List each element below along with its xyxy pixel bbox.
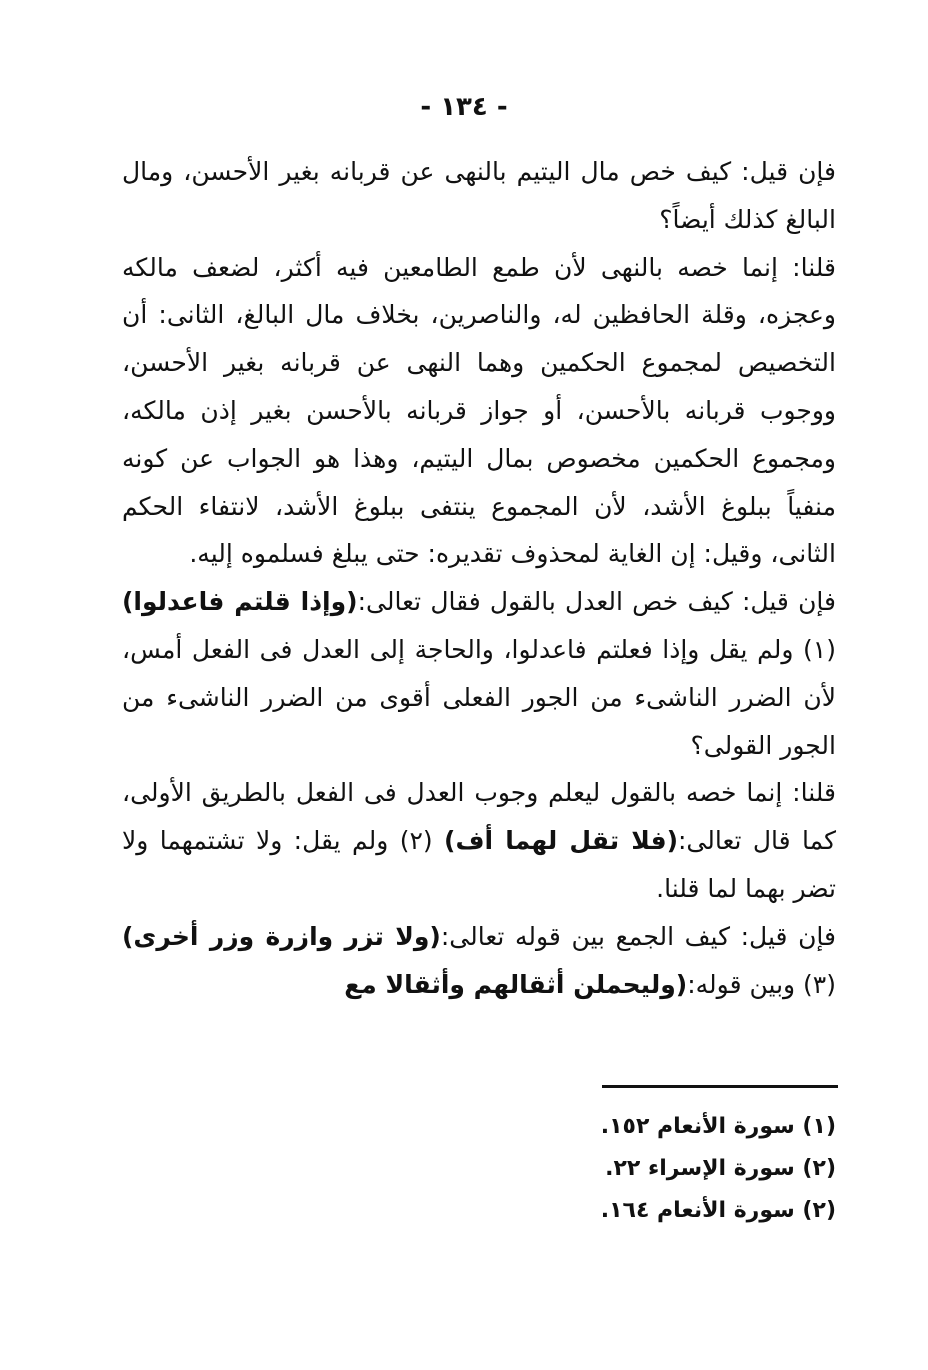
quran-verse: (وإذا قلتم فاعدلوا) [122, 587, 358, 617]
body-text [122, 148, 836, 1008]
paragraph-answer-2 [122, 769, 836, 912]
footnote-3: (٢) سورة الأنعام ١٦٤. [600, 1198, 836, 1223]
paragraph-question-3 [122, 913, 836, 1009]
question-2-text-b: (١) ولم يقل وإذا فعلتم فاعدلوا، والحاجة إلى العدل فى الفعل أمس، لأن الضرر الناشىء من الجور الفعلى أقوى من الضرر الناشىء من الجور القولى؟ [122, 634, 836, 760]
quran-verse: (ولا تزر وازرة وزر أخرى) [122, 921, 441, 951]
page-number: - ١٣٤ - [420, 92, 508, 122]
paragraph-answer-1: قلنا: إنما خصه بالنهى لأن طمع الطامعين فيه أكثر، لضعف مالكه وعجزه، وقلة الحافظين له، والناصرين، بخلاف مال البالغ، الثانى: أن التخصيص لمجموع الحكمين وهما النهى عن قربانه بغير الأحسن، ووجوب قربانه بالأحسن، أو جواز قربانه بالأحسن بغير إذن مالكه، ومجموع الحكمين مخصوص بمال اليتيم، وهذا هو الجواب عن كونه منفياً ببلوغ الأشد، لأن المجموع ينتفى ببلوغ الأشد، لانتفاء الحكم الثانى، وقيل: إن الغاية لمحذوف تقديره: حتى يبلغ فسلموه إليه. [122, 252, 836, 569]
footnote-divider [602, 1085, 838, 1088]
paragraph-question-2 [122, 578, 836, 769]
answer-2-text-a: قلنا: إنما خصه بالقول ليعلم وجوب العدل فى الفعل بالطريق الأولى، كما قال تعالى: [122, 778, 836, 856]
quran-verse: (وليحملن أثقالهم وأثقالا مع [344, 969, 688, 999]
question-3-text-a: فإن قيل: كيف الجمع بين قوله تعالى: [440, 921, 836, 951]
quran-verse: (فلا تقل لهما أف) [444, 826, 678, 856]
question-2-text-a: فإن قيل: كيف خص العدل بالقول فقال تعالى: [357, 587, 836, 617]
footnotes [536, 1106, 836, 1232]
footnote-2: (٢) سورة الإسراء ٢٢. [605, 1156, 836, 1181]
answer-2-text-b: (٢) ولم يقل: ولا تشتمهما ولا تضر بهما لما قلنا. [122, 826, 836, 903]
paragraph-question-1: فإن قيل: كيف خص مال اليتيم بالنهى عن قربانه بغير الأحسن، ومال البالغ كذلك أيضاً؟ [122, 157, 836, 234]
footnote-1: (١) سورة الأنعام ١٥٢. [600, 1114, 836, 1139]
question-3-text-b: (٣) وبين قوله: [687, 969, 836, 999]
